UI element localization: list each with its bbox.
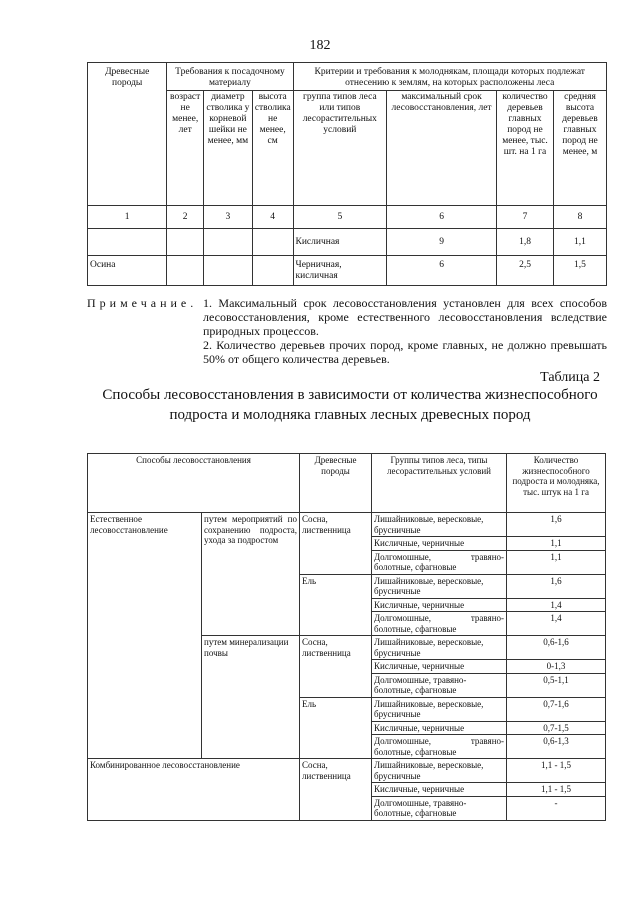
table-row	[88, 256, 607, 286]
methods-table	[87, 453, 606, 821]
note	[87, 296, 607, 366]
page-number: 182	[309, 38, 331, 53]
column-number: 7	[497, 206, 554, 229]
cell-species	[88, 229, 167, 256]
forest-group: Долгомошные, травяно-болотные, сфагновые	[372, 550, 507, 574]
header-species: Древесные породы	[300, 454, 372, 513]
header-forest-group: группа типов леса или типов лесорастительных условий	[293, 91, 387, 206]
species-pine: Сосна, лиственница	[300, 513, 372, 575]
header-quantity: Количество жизнеспособного подроста и молодняка, тыс. штук на 1 га	[507, 454, 606, 513]
quantity-value: 0-1,3	[507, 660, 606, 674]
forest-group: Кисличные, черничные	[372, 783, 507, 797]
species-spruce: Ель	[300, 574, 372, 636]
header-methods: Способы лесовосстановления	[88, 454, 300, 513]
header-max-period: максимальный срок лесовосстановления, лет	[387, 91, 497, 206]
header-age: возраст не менее, лет	[167, 91, 204, 206]
forest-group: Долгомошные, травяно-болотные, сфагновые	[372, 612, 507, 636]
method-natural: Естественное лесовосстановление	[88, 513, 202, 759]
header-groups: Группы типов леса, типы лесорастительных условий	[372, 454, 507, 513]
header-height: высота стволика не менее, см	[252, 91, 293, 206]
forest-group: Лишайниковые, вересковые, брусничные	[372, 759, 507, 783]
header-diameter: диаметр стволика у корневой шейки не менее, мм	[203, 91, 252, 206]
cell-species: Осина	[88, 256, 167, 286]
forest-group: Кисличные, черничные	[372, 660, 507, 674]
quantity-value: 1,6	[507, 513, 606, 537]
species-pine: Сосна, лиственница	[300, 759, 372, 821]
forest-group: Лишайниковые, вересковые, брусничные	[372, 697, 507, 721]
quantity-value: 0,7-1,6	[507, 697, 606, 721]
criteria-table	[87, 62, 607, 286]
cell-age	[167, 256, 204, 286]
table-row	[88, 513, 606, 537]
forest-group: Кисличные, черничные	[372, 598, 507, 612]
forest-group: Кисличные, черничные	[372, 537, 507, 551]
submethod-mineralization: путем минерализации почвы	[202, 636, 300, 759]
column-number: 6	[387, 206, 497, 229]
quantity-value: 1,1 - 1,5	[507, 783, 606, 797]
species-pine: Сосна, лиственница	[300, 636, 372, 698]
forest-group: Лишайниковые, вересковые, брусничные	[372, 636, 507, 660]
forest-group: Лишайниковые, вересковые, брусничные	[372, 513, 507, 537]
quantity-value: 0,5-1,1	[507, 673, 606, 697]
column-number: 2	[167, 206, 204, 229]
cell-group: Кисличная	[293, 229, 387, 256]
forest-group: Долгомошные, травяно-болотные, сфагновые	[372, 796, 507, 820]
quantity-value: 1,6	[507, 574, 606, 598]
column-number: 5	[293, 206, 387, 229]
header-species: Древесные породы	[88, 63, 167, 206]
quantity-value: 0,7-1,5	[507, 721, 606, 735]
table-row	[88, 229, 607, 256]
cell-avg-height: 1,1	[553, 229, 606, 256]
quantity-value: 1,4	[507, 598, 606, 612]
submethod-measures: путем мероприятий по сохранению подроста, ухода за подростом	[202, 513, 300, 636]
table-label: Таблица 2	[540, 370, 600, 385]
note-label: Примечание.	[87, 296, 198, 310]
cell-avg-height: 1,5	[553, 256, 606, 286]
header-tree-count: количество деревьев главных пород не менее, тыс. шт. на 1 га	[497, 91, 554, 206]
quantity-value: 1,1 - 1,5	[507, 759, 606, 783]
header-criteria: Критерии и требования к молоднякам, площади которых подлежат отнесению к землям, на которых расположены леса	[293, 63, 606, 91]
cell-count: 1,8	[497, 229, 554, 256]
cell-count: 2,5	[497, 256, 554, 286]
species-spruce: Ель	[300, 697, 372, 759]
cell-age	[167, 229, 204, 256]
forest-group: Кисличные, черничные	[372, 721, 507, 735]
table-title: Способы лесовосстановления в зависимости от количества жизнеспособного подроста и молодняка главных лесных древесных пород	[102, 387, 598, 423]
cell-group: Черничная, кисличная	[293, 256, 387, 286]
table-row	[88, 759, 606, 783]
cell-height	[252, 229, 293, 256]
quantity-value: 1,4	[507, 612, 606, 636]
quantity-value: 1,1	[507, 550, 606, 574]
quantity-value: 1,1	[507, 537, 606, 551]
note-item-2: 2. Количество деревьев прочих пород, кроме главных, не должно превышать 50% от общего количества деревьев.	[203, 338, 607, 366]
method-combined: Комбинированное лесовосстановление	[88, 759, 300, 821]
header-avg-height: средняя высота деревьев главных пород не менее, м	[553, 91, 606, 206]
forest-group: Лишайниковые, вересковые, брусничные	[372, 574, 507, 598]
cell-diameter	[203, 256, 252, 286]
column-number: 3	[203, 206, 252, 229]
header-planting-requirements: Требования к посадочному материалу	[167, 63, 293, 91]
cell-height	[252, 256, 293, 286]
quantity-value: -	[507, 796, 606, 820]
quantity-value: 0,6-1,6	[507, 636, 606, 660]
column-number: 4	[252, 206, 293, 229]
cell-period: 6	[387, 256, 497, 286]
column-number: 8	[553, 206, 606, 229]
forest-group: Долгомошные, травяно-болотные, сфагновые	[372, 673, 507, 697]
column-number: 1	[88, 206, 167, 229]
forest-group: Долгомошные, травяно-болотные, сфагновые	[372, 735, 507, 759]
cell-diameter	[203, 229, 252, 256]
cell-period: 9	[387, 229, 497, 256]
note-item-1: 1. Максимальный срок лесовосстановления установлен для всех способов лесовосстановления, кроме естественного лесовосстановления вследствие природных процессов.	[203, 296, 607, 338]
quantity-value: 0,6-1,3	[507, 735, 606, 759]
